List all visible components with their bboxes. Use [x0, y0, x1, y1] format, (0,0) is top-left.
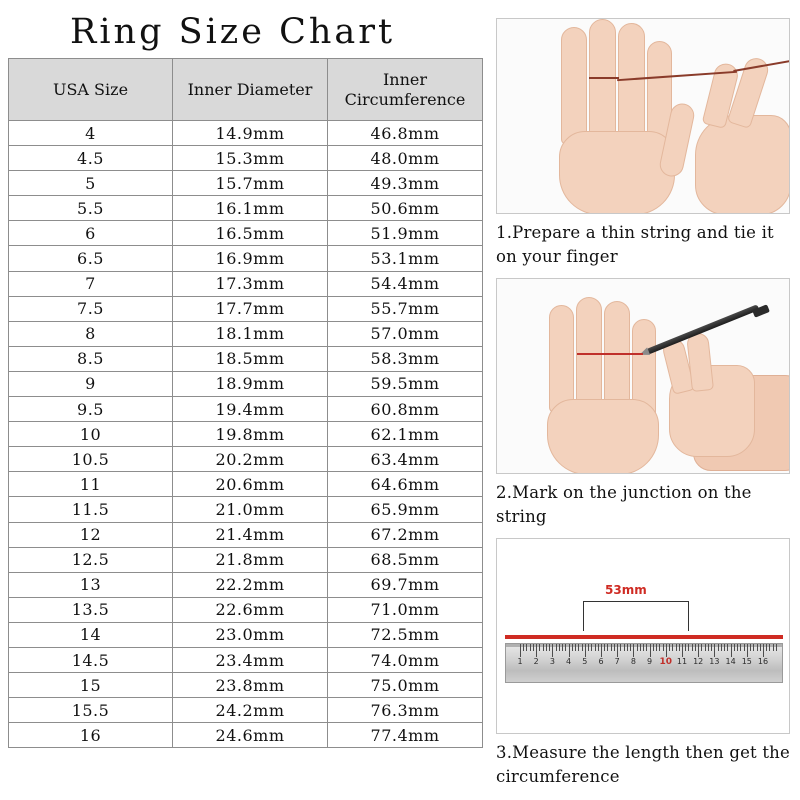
table-cell: 15: [9, 673, 173, 698]
ruler-tick-major: [747, 644, 748, 657]
table-cell: 23.4mm: [173, 647, 328, 672]
step-3: [496, 538, 796, 789]
table-cell: 12: [9, 522, 173, 547]
table-cell: 18.5mm: [173, 346, 328, 371]
ruler-tick-minor: [769, 644, 770, 651]
ruler-tick-minor: [614, 644, 615, 651]
ruler-tick-minor: [679, 644, 680, 651]
ruler-number: 5: [582, 657, 588, 666]
table-cell: 24.6mm: [173, 723, 328, 748]
table-cell: 64.6mm: [328, 472, 483, 497]
ruler-number: 11: [676, 657, 688, 666]
table-cell: 49.3mm: [328, 171, 483, 196]
ruler-tick-minor: [750, 644, 751, 651]
table-cell: 72.5mm: [328, 622, 483, 647]
ruler-tick-major: [731, 644, 732, 657]
ruler-tick-minor: [708, 644, 709, 651]
table-cell: 8: [9, 321, 173, 346]
ruler-tick-minor: [523, 644, 524, 651]
ruler-tick-minor: [637, 644, 638, 651]
ruler-tick-minor: [721, 644, 722, 651]
table-cell: 50.6mm: [328, 196, 483, 221]
ruler-tick-minor: [646, 644, 647, 651]
table-cell: 10.5: [9, 447, 173, 472]
ruler-number: 1: [517, 657, 523, 666]
ruler-tick-minor: [757, 644, 758, 651]
table-cell: 15.3mm: [173, 146, 328, 171]
ruler-tick-minor: [656, 644, 657, 651]
ruler-tick-minor: [643, 644, 644, 651]
column-header-usa-size: USA Size: [9, 59, 173, 121]
ruler-tick-major: [569, 644, 570, 657]
table-cell: 19.4mm: [173, 397, 328, 422]
ruler-tick-minor: [734, 644, 735, 651]
ruler-number: 8: [630, 657, 636, 666]
table-cell: 54.4mm: [328, 271, 483, 296]
ruler-tick-minor: [737, 644, 738, 651]
ruler-tick-minor: [695, 644, 696, 651]
ruler-tick-minor: [565, 644, 566, 651]
table-cell: 5.5: [9, 196, 173, 221]
ruler-tick-major: [520, 644, 521, 657]
table-row: [9, 472, 483, 497]
ruler-tick-minor: [572, 644, 573, 651]
table-cell: 71.0mm: [328, 597, 483, 622]
ruler-tick-minor: [556, 644, 557, 651]
ruler-number: 3: [549, 657, 555, 666]
table-cell: 9: [9, 371, 173, 396]
table-cell: 19.8mm: [173, 422, 328, 447]
table-cell: 53.1mm: [328, 246, 483, 271]
table-cell: 62.1mm: [328, 422, 483, 447]
ruler-tick-minor: [688, 644, 689, 651]
ruler-tick-minor: [685, 644, 686, 651]
table-cell: 16.5mm: [173, 221, 328, 246]
ruler-tick-major: [601, 644, 602, 657]
ruler-tick-major: [650, 644, 651, 657]
measurement-label: 53mm: [605, 583, 647, 597]
table-row: [9, 497, 483, 522]
table-cell: 4: [9, 121, 173, 146]
table-row: [9, 547, 483, 572]
ruler-tick-minor: [624, 644, 625, 651]
ruler-number: 9: [647, 657, 653, 666]
ruler-tick-minor: [740, 644, 741, 651]
table-cell: 11: [9, 472, 173, 497]
step-3-caption: 3.Measure the length then get the circumference: [496, 743, 790, 786]
ruler-tick-minor: [676, 644, 677, 651]
table-cell: 14: [9, 622, 173, 647]
ruler-number: 13: [709, 657, 720, 666]
table-row: [9, 196, 483, 221]
table-cell: 7: [9, 271, 173, 296]
ruler-number: 12: [693, 657, 704, 666]
table-cell: 60.8mm: [328, 397, 483, 422]
table-row: [9, 221, 483, 246]
ruler-tick-major: [698, 644, 699, 657]
table-row: [9, 321, 483, 346]
ruler-tick-minor: [549, 644, 550, 651]
hand-with-string-photo: [496, 18, 790, 214]
table-cell: 51.9mm: [328, 221, 483, 246]
table-cell: 74.0mm: [328, 647, 483, 672]
ruler-tick-minor: [595, 644, 596, 651]
table-cell: 13: [9, 572, 173, 597]
ruler-tick-minor: [562, 644, 563, 651]
ruler-measuring-photo: [496, 538, 790, 734]
ruler-tick-minor: [530, 644, 531, 651]
table-row: [9, 246, 483, 271]
ruler-tick-major: [633, 644, 634, 657]
hand-marking-string-photo: [496, 278, 790, 474]
table-row: [9, 346, 483, 371]
ruler-tick-minor: [546, 644, 547, 651]
table-cell: 59.5mm: [328, 371, 483, 396]
column-header-inner-circumference: Inner Circumference: [328, 59, 483, 121]
table-row: [9, 171, 483, 196]
ruler-tick-minor: [753, 644, 754, 651]
ruler-tick-minor: [591, 644, 592, 651]
table-cell: 6.5: [9, 246, 173, 271]
table-cell: 14.9mm: [173, 121, 328, 146]
table-cell: 16: [9, 723, 173, 748]
table-cell: 21.4mm: [173, 522, 328, 547]
table-cell: 57.0mm: [328, 321, 483, 346]
ruler-tick-minor: [543, 644, 544, 651]
table-cell: 14.5: [9, 647, 173, 672]
red-string: [505, 635, 783, 639]
page-title: Ring Size Chart: [70, 12, 396, 52]
table-row: [9, 447, 483, 472]
ruler-number: 4: [566, 657, 572, 666]
ruler-tick-minor: [766, 644, 767, 651]
ruler-tick-minor: [588, 644, 589, 651]
table-cell: 76.3mm: [328, 698, 483, 723]
table-cell: 22.6mm: [173, 597, 328, 622]
table-cell: 75.0mm: [328, 673, 483, 698]
table-row: [9, 146, 483, 171]
step-2-caption: 2.Mark on the junction on the string: [496, 483, 752, 526]
measurement-bracket: [583, 601, 689, 631]
ruler-tick-minor: [705, 644, 706, 651]
ruler-tick-major: [714, 644, 715, 657]
table-row: [9, 647, 483, 672]
ruler-tick-major: [682, 644, 683, 657]
ruler-tick-minor: [539, 644, 540, 651]
table-cell: 63.4mm: [328, 447, 483, 472]
ruler: [505, 643, 783, 683]
ruler-tick-minor: [533, 644, 534, 651]
table-cell: 16.1mm: [173, 196, 328, 221]
table-cell: 5: [9, 171, 173, 196]
table-cell: 10: [9, 422, 173, 447]
ruler-tick-minor: [760, 644, 761, 651]
ruler-tick-minor: [669, 644, 670, 651]
table-row: [9, 622, 483, 647]
ruler-tick-major: [666, 644, 667, 657]
table-cell: 4.5: [9, 146, 173, 171]
ruler-number: 7: [614, 657, 620, 666]
ruler-tick-minor: [630, 644, 631, 651]
table-cell: 17.3mm: [173, 271, 328, 296]
table-row: [9, 121, 483, 146]
table-row: [9, 698, 483, 723]
table-cell: 20.2mm: [173, 447, 328, 472]
table-cell: 21.0mm: [173, 497, 328, 522]
table-cell: 9.5: [9, 397, 173, 422]
ruler-tick-major: [552, 644, 553, 657]
table-cell: 46.8mm: [328, 121, 483, 146]
ruler-tick-minor: [578, 644, 579, 651]
ruler-tick-minor: [701, 644, 702, 651]
table-cell: 77.4mm: [328, 723, 483, 748]
table-row: [9, 673, 483, 698]
table-cell: 24.2mm: [173, 698, 328, 723]
ruler-tick-minor: [718, 644, 719, 651]
ruler-tick-major: [536, 644, 537, 657]
table-cell: 18.1mm: [173, 321, 328, 346]
table-cell: 12.5: [9, 547, 173, 572]
ruler-tick-minor: [607, 644, 608, 651]
ruler-tick-minor: [659, 644, 660, 651]
ruler-tick-minor: [640, 644, 641, 651]
ruler-tick-minor: [627, 644, 628, 651]
ruler-tick-minor: [575, 644, 576, 651]
ruler-tick-minor: [604, 644, 605, 651]
step-1: [496, 18, 796, 269]
table-cell: 67.2mm: [328, 522, 483, 547]
ruler-tick-minor: [559, 644, 560, 651]
ruler-number: 2: [533, 657, 539, 666]
table-cell: 69.7mm: [328, 572, 483, 597]
table-row: [9, 371, 483, 396]
table-cell: 68.5mm: [328, 547, 483, 572]
table-cell: 48.0mm: [328, 146, 483, 171]
ring-size-table: [8, 58, 483, 748]
step-1-caption: 1.Prepare a thin string and tie it on your finger: [496, 223, 774, 266]
instructions-column: [496, 0, 800, 800]
ruler-tick-minor: [526, 644, 527, 651]
table-row: [9, 597, 483, 622]
table-cell: 7.5: [9, 296, 173, 321]
ruler-tick-minor: [724, 644, 725, 651]
ruler-tick-major: [585, 644, 586, 657]
ruler-number: 10: [659, 657, 673, 667]
ruler-number: 16: [757, 657, 769, 666]
ruler-tick-major: [617, 644, 618, 657]
table-cell: 65.9mm: [328, 497, 483, 522]
ruler-tick-minor: [620, 644, 621, 651]
ruler-tick-minor: [692, 644, 693, 651]
ruler-tick-minor: [598, 644, 599, 651]
table-row: [9, 422, 483, 447]
step-2: [496, 278, 796, 529]
table-cell: 21.8mm: [173, 547, 328, 572]
table-cell: 18.9mm: [173, 371, 328, 396]
table-cell: 23.8mm: [173, 673, 328, 698]
table-row: [9, 296, 483, 321]
table-row: [9, 522, 483, 547]
table-row: [9, 572, 483, 597]
table-cell: 8.5: [9, 346, 173, 371]
table-cell: 13.5: [9, 597, 173, 622]
table-cell: 58.3mm: [328, 346, 483, 371]
ruler-tick-minor: [776, 644, 777, 651]
table-row: [9, 723, 483, 748]
ruler-tick-minor: [773, 644, 774, 651]
table-cell: 15.7mm: [173, 171, 328, 196]
ruler-tick-minor: [611, 644, 612, 651]
table-cell: 22.2mm: [173, 572, 328, 597]
table-cell: 15.5: [9, 698, 173, 723]
ruler-tick-minor: [711, 644, 712, 651]
ruler-tick-minor: [727, 644, 728, 651]
ruler-tick-minor: [582, 644, 583, 651]
table-row: [9, 271, 483, 296]
ruler-tick-major: [763, 644, 764, 657]
table-row: [9, 397, 483, 422]
table-cell: 23.0mm: [173, 622, 328, 647]
ruler-tick-minor: [663, 644, 664, 651]
table-cell: 20.6mm: [173, 472, 328, 497]
ruler-number: 14: [725, 657, 736, 666]
table-cell: 16.9mm: [173, 246, 328, 271]
table-cell: 6: [9, 221, 173, 246]
table-header-row: [9, 59, 483, 121]
ruler-tick-minor: [672, 644, 673, 651]
ruler-tick-minor: [653, 644, 654, 651]
table-cell: 17.7mm: [173, 296, 328, 321]
table-cell: 55.7mm: [328, 296, 483, 321]
ruler-tick-minor: [744, 644, 745, 651]
ruler-number: 15: [741, 657, 752, 666]
table-cell: 11.5: [9, 497, 173, 522]
column-header-inner-diameter: Inner Diameter: [173, 59, 328, 121]
ruler-number: 6: [598, 657, 604, 666]
